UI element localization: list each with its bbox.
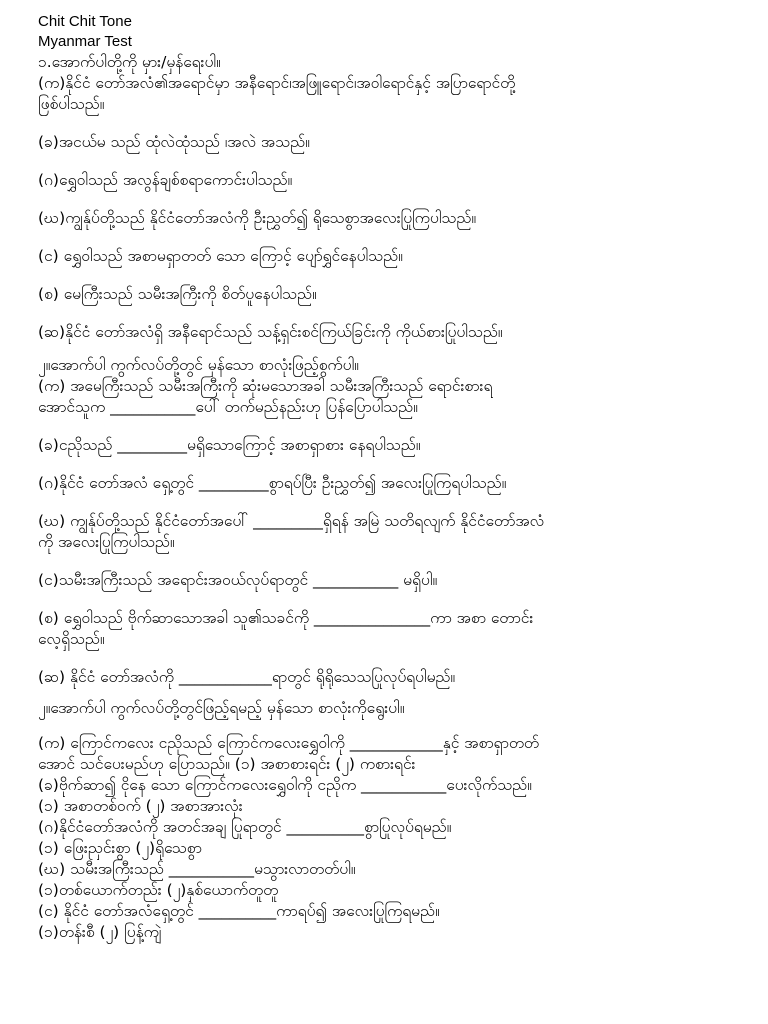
s3-line: အောင် သင်ပေးမည်ဟု ပြောသည်။ (၁) အစာစားရင်း (၂) ကစားရင်း: [38, 755, 416, 773]
s1-question: (ခ)အငယ်မ သည် ထုံလဲထုံသည် ၊အလဲ အသည်။: [38, 133, 310, 151]
s3-line: (ဂ)နိုင်ငံတော်အလံကို အတင်အချ ပြုရာတွင် __________စွာပြုလုပ်ရမည်။: [38, 818, 452, 836]
s2-question-cont: အောင်သူက ___________ပေါ် တက်မည်နည်းဟု ပြန်ပြောပါသည်။: [38, 398, 418, 416]
test-subject: Myanmar Test: [38, 33, 132, 50]
s2-question-cont: လေ့ရှိသည်။: [38, 630, 105, 648]
s2-question: (ဆ) နိုင်ငံ တော်အလံကို ____________ရာတွင် ရိုရိုသေသပြုလုပ်ရပါမည်။: [38, 668, 456, 686]
section3-title: ၂။အောက်ပါ ကွက်လပ်တို့တွင်ဖြည့်ရမည့် မှန်သော စာလုံးကိုရွေးပါ။: [38, 699, 405, 717]
s2-question: (ဂ)နိုင်ငံ တော်အလံ ရှေ့တွင် _________စွာရပ်ပြီး ဦးညွှတ်၍ အလေးပြုကြရပါသည်။: [38, 474, 507, 492]
s1-question-cont: ဖြစ်ပါသည်။: [38, 95, 105, 113]
section1-title: ၁.အောက်ပါတို့ကို မှား/မှန်ရေးပါ။: [38, 53, 221, 71]
s2-question: (ဃ) ကျွန်ုပ်တို့သည် နိုင်ငံတော်အပေါ် _________ရှိရန် အမြဲ သတိရလျက် နိုင်ငံတော်အလံ: [38, 512, 545, 530]
s1-question: (ဂ)ရွှေဝါသည် အလွန်ချစ်စရာကောင်းပါသည်။: [38, 171, 293, 189]
s1-question: (ဃ)ကျွန်ုပ်တို့သည် နိုင်ငံတော်အလံကို ဦးညွှတ်၍ ရိုသေစွာအလေးပြုကြပါသည်။: [38, 209, 477, 227]
s3-line: (င) နိုင်ငံ တော်အလံရှေ့တွင် __________ကာရပ်၍ အလေးပြုကြရမည်။: [38, 902, 440, 920]
s3-line: (၁) အစာတစ်ဝက် (၂) အစာအားလုံး: [38, 797, 243, 815]
s1-question: (ဆ)နိုင်ငံ တော်အလံရှိ အနီရောင်သည် သန့်ရှင်းစင်ကြယ်ခြင်းကို ကိုယ်စားပြုပါသည်။: [38, 323, 503, 341]
s1-question: (စ) မေကြီးသည် သမီးအကြီးကို စိတ်ပူနေပါသည်။: [38, 285, 317, 303]
section2-title: ၂။အောက်ပါ ကွက်လပ်တို့တွင် မှန်သော စာလုံးဖြည့်စွက်ပါ။: [38, 356, 359, 374]
s2-question: (က) အမေကြီးသည် သမီးအကြီးကို ဆုံးမသောအခါ သမီးအကြီးသည် ရောင်းစားရ: [38, 377, 493, 395]
s2-question: (င)သမီးအကြီးသည် အရောင်းအဝယ်လုပ်ရာတွင် ___________ မရှိပါ။: [38, 571, 438, 589]
s2-question: (စ) ရွှေဝါသည် ဗိုက်ဆာသောအခါ သူ၏သခင်ကို _______________ကာ အစာ တောင်း: [38, 609, 534, 627]
s1-question: (က)နိုင်ငံ တော်အလံ၏အရောင်မှာ အနီရောင်၊အဖြူရောင်၊အဝါရောင်နှင့် အပြာရောင်တို့: [38, 74, 516, 92]
s3-line: (ခ)ဗိုက်ဆာ၍ ငိုနေ သော ကြောင်ကလေးရွှေဝါကို ငညိုက ___________ပေးလိုက်သည်။: [38, 776, 532, 794]
s3-line: (၁) ဖြေးညှင်းစွာ (၂)ရိုသေစွာ: [38, 839, 202, 857]
s3-line: (ဃ) သမီးအကြီးသည် ___________မသွားလာတတ်ပါ။: [38, 860, 356, 878]
student-name: Chit Chit Tone: [38, 13, 132, 30]
s3-line: (၁)တစ်ယောက်တည်း (၂)နှစ်ယောက်တူတူ: [38, 881, 279, 899]
s2-question: (ခ)ငညိုသည် _________မရှိသောကြောင့် အစာရှာစား နေရပါသည်။: [38, 436, 421, 454]
s3-line: (၁)တန်းစီ (၂) ပြန့်ကျဲ: [38, 923, 162, 941]
s1-question: (င) ရွှေဝါသည် အစာမရှာတတ် သော ကြောင့် ပျော်ရွှင်နေပါသည်။: [38, 247, 403, 265]
s2-question-cont: ကို အလေးပြုကြပါသည်။: [38, 533, 175, 551]
s3-line: (က) ကြောင်ကလေး ငညိုသည် ကြောင်ကလေးရွှေဝါကို ____________နှင့် အစာရှာတတ်: [38, 734, 540, 752]
